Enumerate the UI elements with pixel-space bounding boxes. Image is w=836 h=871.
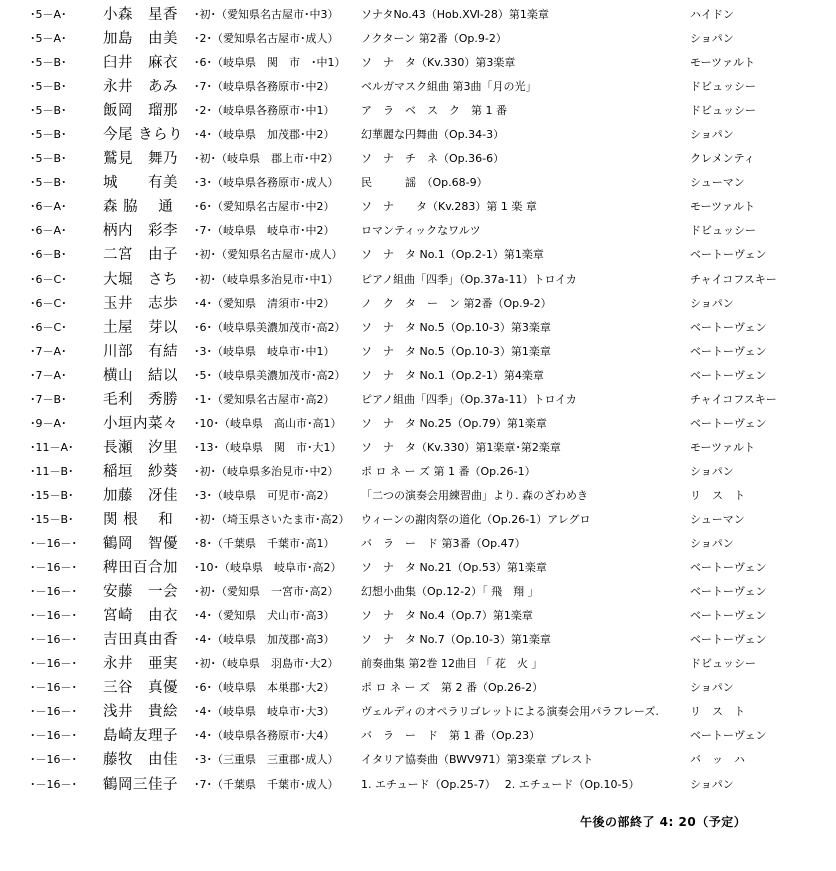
composer-name: ドビュッシー [690,80,756,94]
grade-label: ･－16－･ [30,681,77,695]
composer-name: チャイコフスキー [690,272,777,286]
grade-label: ･－16－･ [30,705,77,719]
piece-title: ソ ナ チ ネ（Op.36-6） [361,152,505,166]
performer-name: 浅井 貴絵 [103,704,178,721]
composer-name: リ ス ト [690,705,745,719]
grade-label: ･11－B･ [30,464,74,478]
program-row [0,676,836,700]
performer-info: ･4･（愛知県 犬山市･高3） [194,609,335,623]
performer-name: 永井 あみ [103,79,178,96]
composer-name: ドビュッシー [690,224,756,238]
performer-name: 三谷 真優 [103,680,178,697]
piece-cell [361,340,667,364]
performer-info: ･6･（岐阜県 本巣郡･大2） [194,681,335,695]
program-row [0,268,836,292]
performer-name: 今尾 きらり [103,127,184,144]
piece-cell [361,700,667,724]
performer-info: ･3･（岐阜県 可児市･高2） [194,488,335,502]
composer-name: モーツァルト [690,440,756,454]
performer-info: ･6･（岐阜県 関 市 ･中1） [194,56,346,70]
performer-name: 加藤 冴佳 [103,487,178,504]
program-row [0,604,836,628]
grade-label: ･－16－･ [30,609,77,623]
program-row [0,532,836,556]
grade-label: ･15－B･ [30,512,74,526]
piece-title: 民 謡 （Op.68-9） [361,176,488,190]
grade-label: ･6－C･ [30,320,67,334]
grade-label: ･7－A･ [30,344,67,358]
piece-cell [361,484,667,508]
grade-label: ･11－A･ [30,440,74,454]
piece-cell [361,99,667,123]
performer-info: ･4･（愛知県 清須市･中2） [194,296,335,310]
performer-info: ･2･（愛知県名古屋市･成人） [194,32,339,46]
program-row [0,388,836,412]
composer-name: ベートーヴェン [690,561,767,575]
program-row [0,412,836,436]
grade-label: ･－16－･ [30,777,77,791]
grade-label: ･6－B･ [30,248,67,262]
piece-title: ピアノ組曲「四季」（Op.37a-11）トロイカ [361,272,577,286]
performer-info: ･6･（愛知県名古屋市･中2） [194,200,335,214]
composer-name: ショパン [690,296,734,310]
performer-name: 加島 由美 [103,31,178,48]
composer-name: ベートーヴェン [690,585,767,599]
piece-title: ヴェルディのオペラリゴレットによる演奏会用パラフレーズ. [361,705,659,719]
grade-label: ･5－B･ [30,80,67,94]
grade-label: ･7－B･ [30,392,67,406]
program-row [0,436,836,460]
piece-title: 幻想小曲集（Op.12-2）「 飛 翔 」 [361,585,539,599]
program-row [0,508,836,532]
composer-name: リ ス ト [690,488,745,502]
composer-name: シューマン [690,512,745,526]
program-row [0,580,836,604]
composer-name: ショパン [690,777,734,791]
performer-name: 宮崎 由衣 [103,608,178,625]
program-row [0,3,836,27]
performer-info: ･初･（愛知県 一宮市･高2） [194,585,339,599]
program-row [0,51,836,75]
grade-label: ･－16－･ [30,537,77,551]
piece-title: バ ラ ー ド 第 1 番（Op.23） [361,729,541,743]
piece-title: ピアノ組曲「四季」（Op.37a-11）トロイカ [361,392,577,406]
performer-info: ･8･（千葉県 千葉市･高1） [194,537,335,551]
piece-title: ソ ナ タ No.7（Op.10-3）第1楽章 [361,633,551,647]
performer-name: 森 脇 通 [103,199,174,216]
piece-title: ソ ナ タ（Kv.330）第3楽章 [361,56,516,70]
piece-title: ソ ナ タ（Kv.283）第 1 楽 章 [361,200,537,214]
grade-label: ･6－C･ [30,272,67,286]
performer-name: 城 有美 [103,175,178,192]
piece-cell [361,604,667,628]
performer-name: 大堀 さち [103,271,178,288]
program-row [0,724,836,748]
piece-cell [361,27,667,51]
piece-cell [361,364,667,388]
grade-label: ･5－B･ [30,104,67,118]
grade-label: ･－16－･ [30,585,77,599]
performer-info: ･10･（岐阜県 岐阜市･高2） [194,561,342,575]
piece-cell [361,652,667,676]
performer-info: ･7･（岐阜県各務原市･中2） [194,80,335,94]
piece-title: ソナタNo.43（Hob.ⅩⅥ-28）第1楽章 [361,8,549,21]
composer-name: ショパン [690,464,734,478]
piece-title: イタリア協奏曲（BWV971）第3楽章 プレスト [361,753,594,767]
piece-cell [361,147,667,171]
performer-info: ･10･（岐阜県 高山市･高1） [194,416,342,430]
composer-name: ベートーヴェン [690,416,767,430]
performer-name: 鶴岡 智優 [103,536,178,553]
performer-info: ･4･（岐阜県 加茂郡･中2） [194,128,335,142]
session-end-note: 午後の部終了 4: 20（予定） [580,815,747,829]
piece-cell [361,724,667,748]
piece-cell [361,412,667,436]
performer-info: ･初･（愛知県名古屋市･成人） [194,248,343,262]
composer-name: クレメンティ [690,152,755,166]
program-row [0,292,836,316]
grade-label: ･－16－･ [30,657,77,671]
program-row [0,748,836,772]
piece-cell [361,268,667,292]
piece-cell [361,748,667,772]
piece-title: ソ ナ タ No.25（Op.79）第1楽章 [361,416,547,430]
performer-info: ･初･（岐阜県 羽島市･大2） [194,657,339,671]
performer-name: 毛利 秀勝 [103,391,178,408]
performer-info: ･7･（千葉県 千葉市･成人） [194,777,339,791]
piece-title: ウィーンの謝肉祭の道化（Op.26-1）アレグロ [361,512,591,526]
piece-cell [361,51,667,75]
performer-name: 玉井 志歩 [103,295,178,312]
performer-info: ･4･（岐阜県 岐阜市･大3） [194,705,335,719]
piece-title: ソ ナ タ No.1（Op.2-1）第1楽章 [361,248,544,262]
composer-name: モーツァルト [690,56,756,70]
program-row [0,147,836,171]
grade-label: ･15－B･ [30,488,74,502]
performer-info: ･13･（岐阜県 関 市･大1） [194,440,342,454]
performer-name: 鷲見 舞乃 [103,151,178,168]
composer-name: ベートーヴェン [690,248,767,262]
piece-cell [361,508,667,532]
composer-name: ハイドン [690,8,734,21]
performer-name: 臼井 麻衣 [103,55,178,72]
piece-title: ア ラ ベ ス ク 第 1 番 [361,104,507,118]
piece-title: ロマンティックなワルツ [361,224,481,238]
program-row [0,123,836,147]
composer-name: ショパン [690,32,734,46]
piece-title: ソ ナ タ No.21（Op.53）第1楽章 [361,561,547,575]
piece-cell [361,628,667,652]
program-row [0,700,836,724]
performer-name: 川部 有結 [103,343,178,360]
piece-title: ソ ナ タ No.5（Op.10-3）第3楽章 [361,320,551,334]
piece-cell [361,773,667,797]
grade-label: ･－16－･ [30,729,77,743]
piece-title: 「二つの演奏会用練習曲」より. 森のざわめき [361,488,588,502]
performer-name: 柄内 彩李 [103,223,178,240]
program-row [0,75,836,99]
program-row [0,99,836,123]
grade-label: ･6－A･ [30,200,67,214]
piece-cell [361,243,667,267]
grade-label: ･7－A･ [30,368,67,382]
grade-label: ･5－B･ [30,128,67,142]
program-row [0,628,836,652]
grade-label: ･－16－･ [30,633,77,647]
piece-title: 前奏曲集 第2巻 12曲目 「 花 火 」 [361,657,543,671]
program-row [0,340,836,364]
performer-info: ･3･（岐阜県 岐阜市･中1） [194,344,335,358]
program-row [0,27,836,51]
composer-name: ショパン [690,681,734,695]
composer-name: ドビュッシー [690,657,756,671]
piece-title: ソ ナ タ（Kv.330）第1楽章･第2楽章 [361,440,561,454]
composer-name: バ ッ ハ [690,753,745,767]
piece-cell [361,532,667,556]
piece-title: ノクターン 第2番（Op.9-2） [361,32,507,46]
piece-title: ポ ロ ネ ー ズ 第 1 番（Op.26-1） [361,464,536,478]
piece-cell [361,292,667,316]
performer-info: ･4･（岐阜県 加茂郡･高3） [194,633,335,647]
performer-info: ･初･（岐阜県多治見市･中2） [194,464,339,478]
performer-info: ･初･（岐阜県多治見市･中1） [194,272,339,286]
composer-name: シューマン [690,176,745,190]
performer-name: 飯岡 瑠那 [103,103,178,120]
piece-cell [361,123,667,147]
composer-name: モーツァルト [690,200,756,214]
performer-name: 小森 星香 [103,7,178,23]
program-row [0,195,836,219]
performer-info: ･6･（岐阜県美濃加茂市･高2） [194,320,346,334]
grade-label: ･6－C･ [30,296,67,310]
composer-name: ベートーヴェン [690,633,767,647]
performer-info: ･5･（岐阜県美濃加茂市･高2） [194,368,346,382]
program-row [0,556,836,580]
performer-name: 長瀬 汐里 [103,439,178,456]
composer-name: ベートーヴェン [690,368,767,382]
program-row [0,773,836,797]
program-row [0,243,836,267]
program-row [0,484,836,508]
performer-name: 稲垣 紗葵 [103,463,178,480]
performer-name: 安藤 一会 [103,584,178,601]
piece-title: ノ ク タ ー ン 第2番（Op.9-2） [361,296,552,310]
piece-cell [361,195,667,219]
grade-label: ･5－B･ [30,152,67,166]
performer-name: 藤牧 由佳 [103,752,178,769]
piece-cell [361,171,667,195]
piece-cell [361,316,667,340]
performer-name: 小垣内菜々 [103,415,178,432]
composer-name: ベートーヴェン [690,344,767,358]
composer-name: ショパン [690,537,734,551]
grade-label: ･－16－･ [30,753,77,767]
piece-cell [361,676,667,700]
piece-cell [361,556,667,580]
grade-label: ･9－A･ [30,416,67,430]
program-row [0,171,836,195]
piece-title: 幻華麗な円舞曲（Op.34-3） [361,128,505,142]
piece-title: ポ ロ ネ ー ズ 第 2 番（Op.26-2） [361,681,544,695]
grade-label: ･5－B･ [30,176,67,190]
performer-info: ･2･（岐阜県各務原市･中1） [194,104,335,118]
performer-name: 鶴岡三佳子 [103,776,178,793]
performer-info: ･初･（埼玉県さいたま市･高2） [194,512,350,526]
performer-name: 横山 結以 [103,367,178,384]
grade-label: ･－16－･ [30,561,77,575]
grade-label: ･5－A･ [30,8,67,21]
program-list [0,3,836,797]
grade-label: ･6－A･ [30,224,67,238]
performer-info: ･4･（岐阜県各務原市･大4） [194,729,335,743]
performer-info: ･初･（岐阜県 郡上市･中2） [194,152,339,166]
piece-cell [361,436,667,460]
program-row [0,460,836,484]
performer-name: 二宮 由子 [103,247,178,264]
performer-name: 永井 亜実 [103,656,178,673]
piece-title: ベルガマスク組曲 第3曲「月の光」 [361,80,537,94]
piece-cell [361,460,667,484]
piece-cell [361,580,667,604]
piece-cell [361,75,667,99]
performer-info: ･7･（岐阜県 岐阜市･中2） [194,224,335,238]
piece-title: バ ラ ー ド 第3番（Op.47） [361,537,526,551]
program-row [0,652,836,676]
program-row [0,316,836,340]
composer-name: ドビュッシー [690,104,756,118]
piece-cell [361,3,667,27]
grade-label: ･5－A･ [30,32,67,46]
performer-info: ･3･（三重県 三重郡･成人） [194,753,339,767]
performer-name: 関 根 和 [103,511,174,528]
composer-name: ベートーヴェン [690,609,767,623]
composer-name: ベートーヴェン [690,320,767,334]
program-row [0,364,836,388]
performer-name: 稗田百合加 [103,560,178,577]
piece-cell [361,219,667,243]
performer-name: 土屋 芽以 [103,319,178,336]
program-row [0,219,836,243]
composer-name: ショパン [690,128,734,142]
piece-title: ソ ナ タ No.1（Op.2-1）第4楽章 [361,368,544,382]
performer-name: 吉田真由香 [103,632,178,649]
piece-cell [361,388,667,412]
performer-info: ･1･（愛知県名古屋市･高2） [194,392,335,406]
performer-info: ･初･（愛知県名古屋市･中3） [194,8,339,21]
performer-info: ･3･（岐阜県各務原市･成人） [194,176,339,190]
piece-title: 1. エチュード（Op.25-7） 2. エチュード（Op.10-5） [361,777,640,791]
piece-title: ソ ナ タ No.4（Op.7）第1楽章 [361,609,533,623]
piece-title: ソ ナ タ No.5（Op.10-3）第1楽章 [361,344,551,358]
composer-name: ベートーヴェン [690,729,767,743]
composer-name: チャイコフスキー [690,392,777,406]
grade-label: ･5－B･ [30,56,67,70]
performer-name: 島崎友理子 [103,728,178,745]
